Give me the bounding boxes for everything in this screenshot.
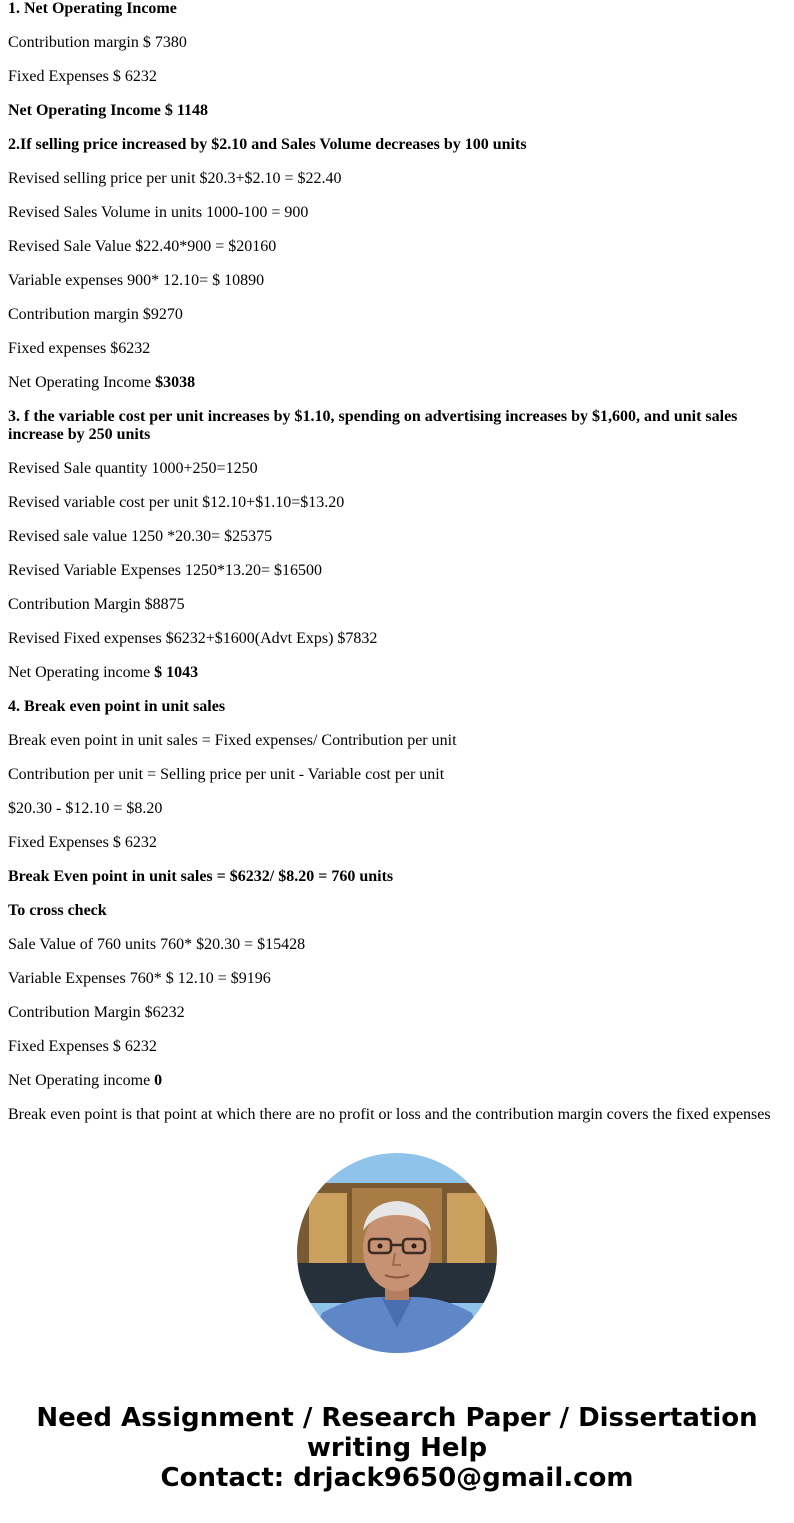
section-2-line: Revised Sales Volume in units 1000-100 = 900 [8, 204, 309, 221]
section-3-line: Revised variable cost per unit $12.10+$1.10=$13.20 [8, 494, 345, 511]
solution-document [8, 0, 786, 1140]
cross-check-line: Sale Value of 760 units 760* $20.30 = $15428 [8, 936, 306, 953]
footer-line-2: writing Help [306, 1433, 488, 1463]
cross-check-line: Contribution Margin $6232 [8, 1004, 185, 1021]
net-operating-income-line: Net Operating Income $ 1148 [8, 102, 208, 119]
section-3-line: Revised sale value 1250 *20.30= $25375 [8, 528, 273, 545]
section-3-line: Revised Fixed expenses $6232+$1600(Advt Exps) $7832 [8, 630, 378, 647]
section-3-line: Revised Variable Expenses 1250*13.20= $16500 [8, 562, 323, 579]
break-even-definition: Break even point is that point at which there are no profit or loss and the contribution margin covers the fixed expenses [8, 1106, 771, 1123]
fixed-expenses-line: Fixed Expenses $ 6232 [8, 68, 157, 85]
section-2-line: Contribution margin $9270 [8, 306, 183, 323]
section-3-line: Revised Sale quantity 1000+250=1250 [8, 460, 258, 477]
contact-footer [0, 1403, 794, 1493]
section-2-line: Revised selling price per unit $20.3+$2.10 = $22.40 [8, 170, 342, 187]
cross-check-line: Variable Expenses 760* $ 12.10 = $9196 [8, 970, 271, 987]
section-3-heading: 3. f the variable cost per unit increases by $1.10, spending on advertising increases by $1,600, and unit sales increase by 250 units [8, 408, 738, 443]
cross-check-heading: To cross check [8, 902, 107, 919]
cross-check-line: Fixed Expenses $ 6232 [8, 1038, 157, 1055]
section-4-line: Fixed Expenses $ 6232 [8, 834, 157, 851]
break-even-result: Break Even point in unit sales = $6232/ $8.20 = 760 units [8, 868, 394, 885]
partial-heading: 1. Net Operating Income [8, 0, 177, 17]
contribution-margin-line: Contribution margin $ 7380 [8, 34, 187, 51]
footer-contact-email: Contact: drjack9650@gmail.com [160, 1463, 634, 1493]
section-3-net-income: Net Operating income $ 1043 [8, 664, 199, 681]
section-4-line: Break even point in unit sales = Fixed expenses/ Contribution per unit [8, 732, 457, 749]
section-2-net-income: Net Operating Income $3038 [8, 374, 196, 391]
section-4-heading: 4. Break even point in unit sales [8, 698, 226, 715]
portrait-image [297, 1153, 497, 1353]
author-photo [297, 1153, 497, 1353]
section-2-line: Variable expenses 900* 12.10= $ 10890 [8, 272, 265, 289]
section-2-heading: 2.If selling price increased by $2.10 and Sales Volume decreases by 100 units [8, 136, 527, 153]
section-2-line: Revised Sale Value $22.40*900 = $20160 [8, 238, 277, 255]
section-3-line: Contribution Margin $8875 [8, 596, 185, 613]
cross-check-net-income: Net Operating income 0 [8, 1072, 163, 1089]
section-2-line: Fixed expenses $6232 [8, 340, 151, 357]
section-4-line: Contribution per unit = Selling price per unit - Variable cost per unit [8, 766, 445, 783]
section-4-line: $20.30 - $12.10 = $8.20 [8, 800, 163, 817]
footer-line-1: Need Assignment / Research Paper / Dissertation [36, 1403, 758, 1433]
